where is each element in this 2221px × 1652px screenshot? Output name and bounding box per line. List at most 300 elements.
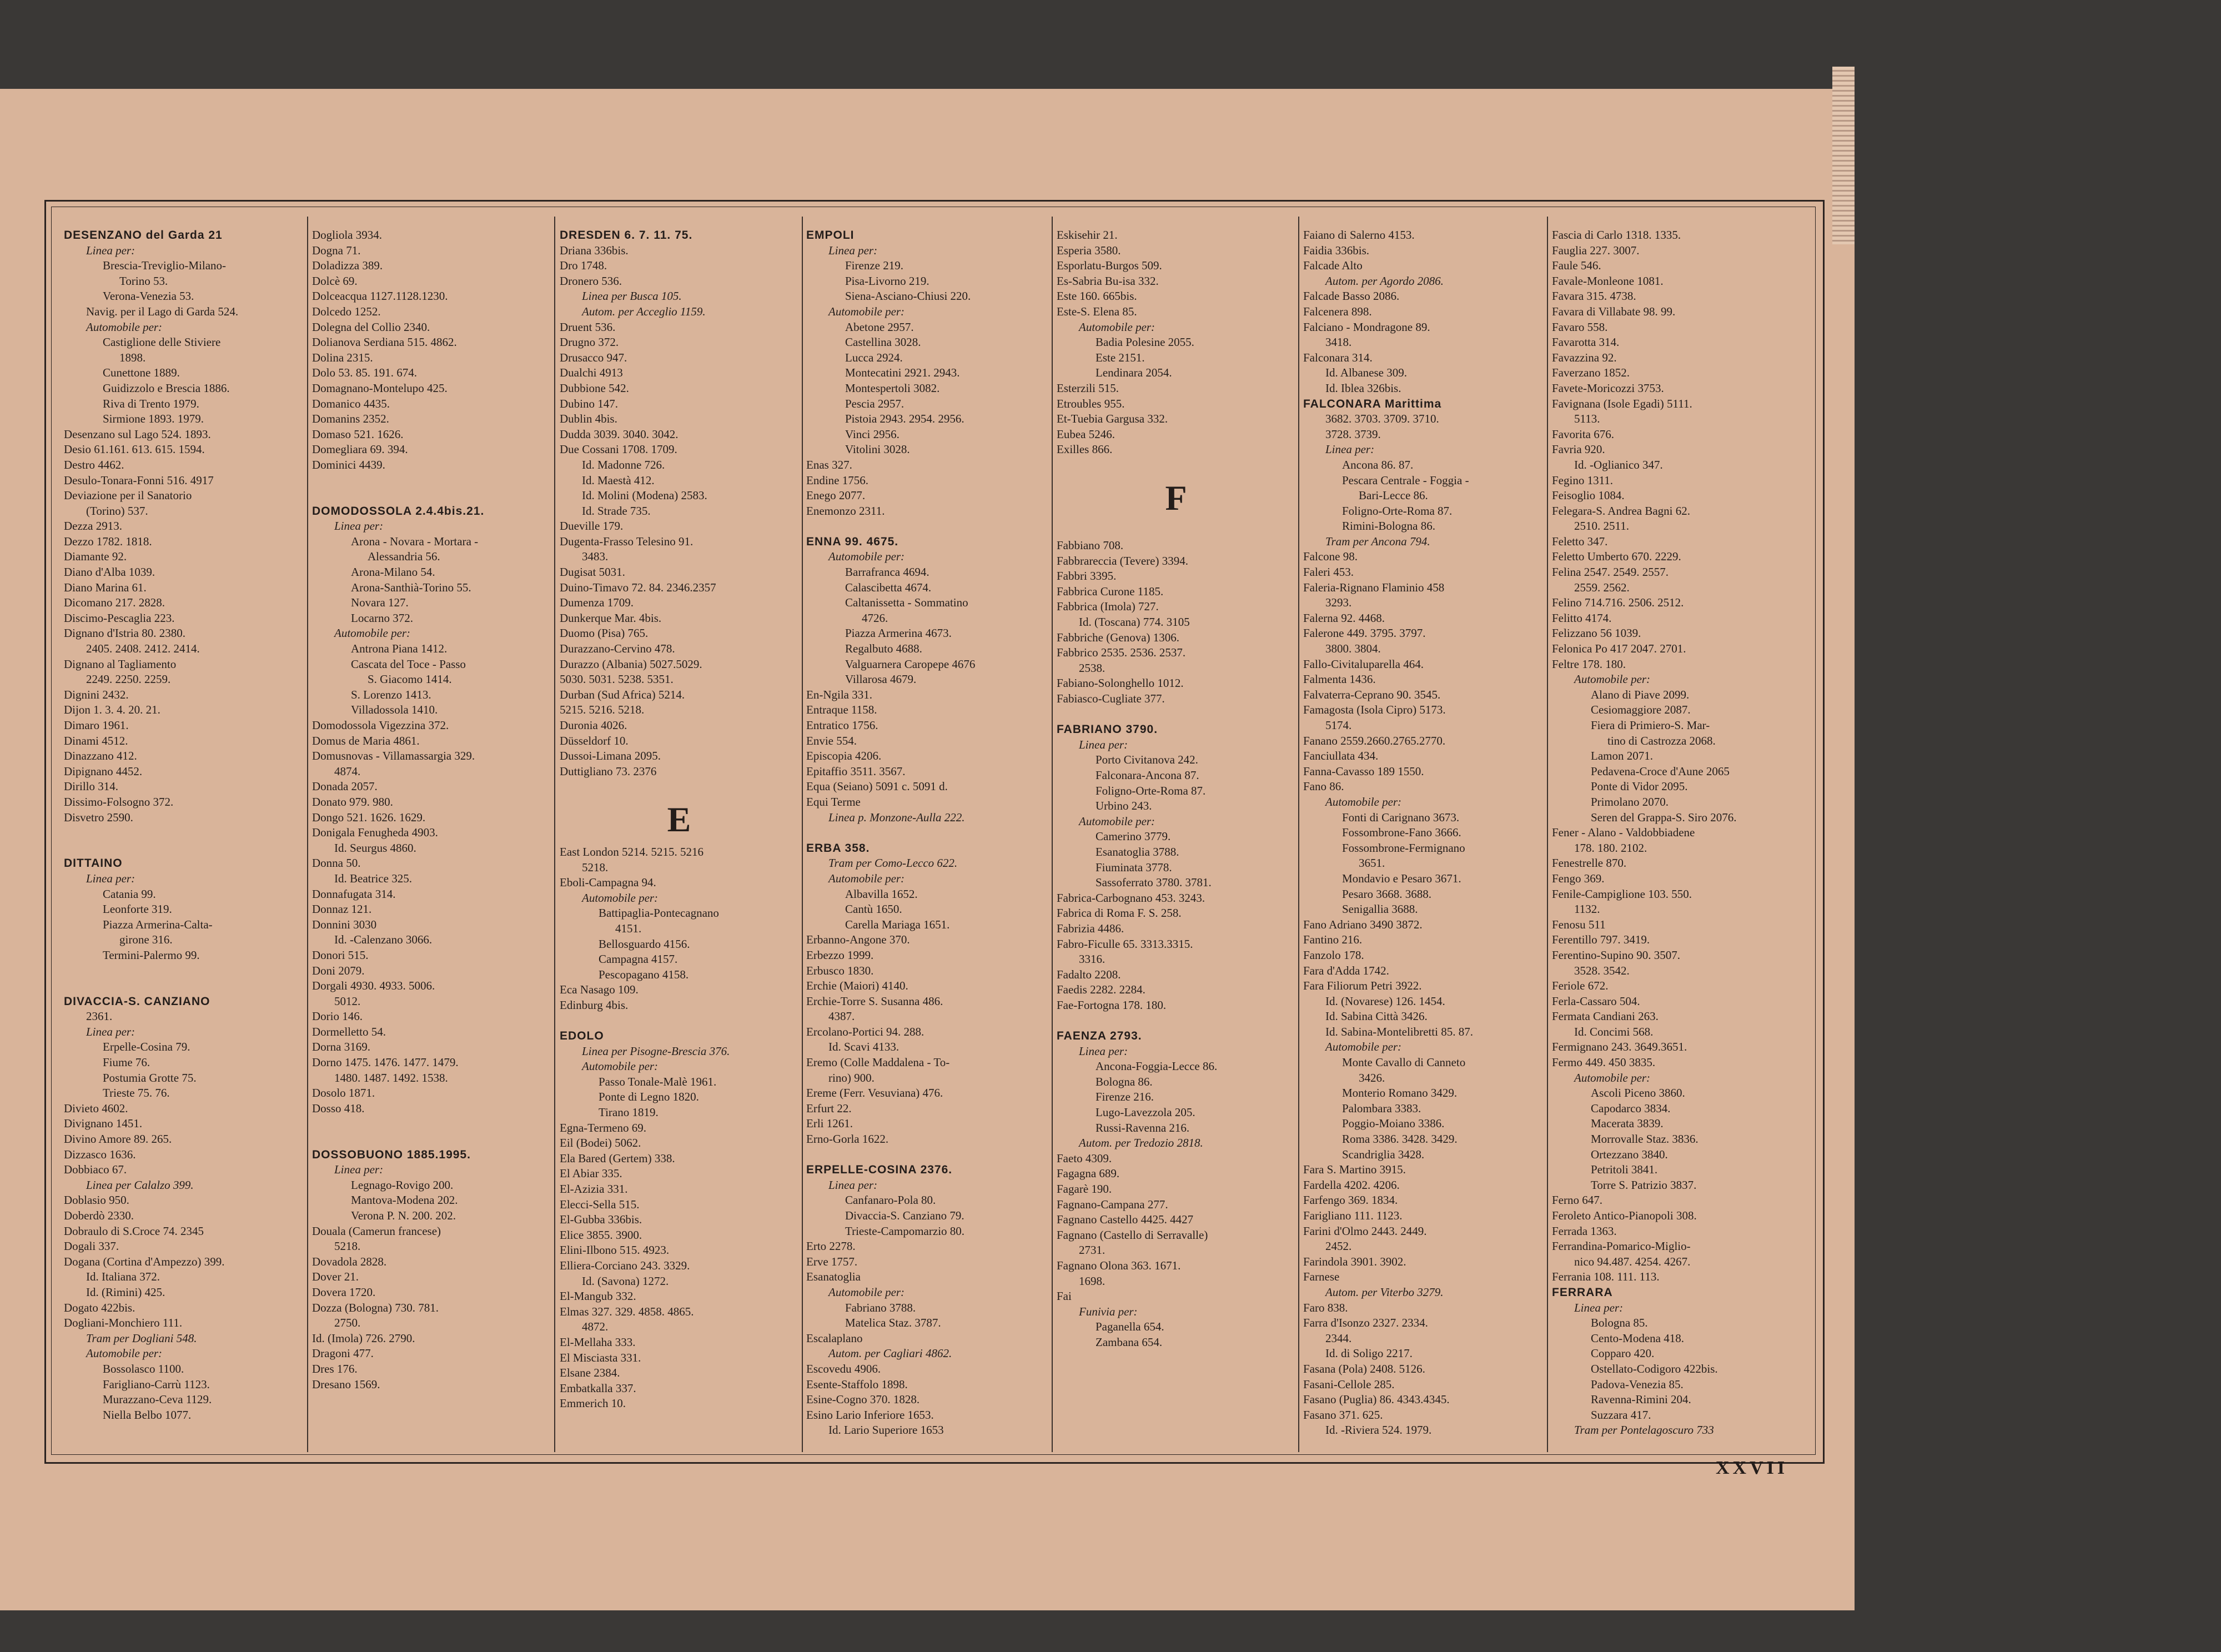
index-entry: Endine 1756. [806, 473, 868, 487]
index-entry: Druent 536. [560, 320, 616, 334]
index-entry [1057, 707, 1295, 722]
index-entry [1057, 523, 1295, 539]
index-entry: Faro 838. [1303, 1300, 1348, 1314]
index-entry: Dubino 147. [560, 396, 618, 410]
index-entry: Feisoglio 1084. [1552, 489, 1625, 503]
index-entry: Faverzano 1852. [1552, 366, 1630, 380]
index-entry: Feletto Umberto 670. 2229. [1552, 550, 1681, 564]
index-entry: girone 316. [119, 933, 173, 947]
index-entry [560, 779, 798, 795]
index-entry: Vitolini 3028. [845, 443, 910, 456]
index-entry: Alano di Piave 2099. [1591, 687, 1690, 701]
index-entry: Drusacco 947. [560, 350, 627, 364]
index-entry: Ascoli Piceno 3860. [1591, 1086, 1685, 1100]
index-entry: 1480. 1487. 1492. 1538. [334, 1071, 448, 1084]
index-entry: Cascata del Toce - Passo [351, 657, 466, 671]
index-entry: Id. (Savona) 1272. [582, 1274, 669, 1288]
index-entry: 4387. [828, 1010, 855, 1023]
index-heading: DESENZANO del Garda 21 [64, 229, 223, 242]
index-entry: Id. (Novarese) 126. 1454. [1325, 994, 1445, 1008]
index-entry: Duino-Timavo 72. 84. 2346.2357 [560, 580, 716, 594]
index-entry: Doblasio 950. [64, 1193, 129, 1207]
index-heading: FABRIANO 3790. [1057, 723, 1158, 736]
index-entry: Canfanaro-Pola 80. [845, 1193, 936, 1207]
index-entry: Fabrizia 4486. [1057, 921, 1124, 935]
index-entry: Fossombrone-Fermignano [1342, 841, 1465, 855]
index-entry: En-Ngila 331. [806, 687, 872, 701]
index-heading: FALCONARA Marittima [1303, 397, 1442, 410]
index-entry: Felizzano 56 1039. [1552, 626, 1641, 640]
index-entry: Mondavio e Pesaro 3671. [1342, 871, 1461, 885]
index-entry: Fabriano 3788. [845, 1300, 916, 1314]
index-entry: Pescopagano 4158. [599, 967, 689, 981]
index-entry: Fener - Alano - Valdobbiadene [1552, 826, 1695, 840]
index-entry: Erli 1261. [806, 1117, 853, 1131]
index-entry: Eboli-Campagna 94. [560, 876, 656, 890]
index-entry: Dolo 53. 85. 191. 674. [312, 366, 417, 380]
index-heading: EMPOLI [806, 229, 855, 242]
index-entry: Fenile-Campiglione 103. 550. [1552, 887, 1692, 901]
index-entry: 5218. [582, 860, 609, 874]
index-entry: Verona-Venezia 53. [103, 289, 194, 303]
index-entry: Dolceacqua 1127.1128.1230. [312, 289, 448, 303]
index-entry: Mantova-Modena 202. [351, 1193, 458, 1207]
index-entry: Dignano al Tagliamento [64, 657, 177, 671]
index-entry: Monte Cavallo di Canneto [1342, 1056, 1466, 1069]
index-entry: El Abiar 335. [560, 1167, 622, 1181]
index-entry: Doberdò 2330. [64, 1209, 134, 1222]
index-entry: 4726. [862, 611, 888, 625]
index-column-6 [1303, 228, 1542, 1438]
index-entry: Automobile per: [1574, 1071, 1651, 1084]
index-entry: Id. Albanese 309. [1325, 366, 1407, 380]
index-entry: Dolina 2315. [312, 350, 373, 364]
index-entry: Erbezzo 1999. [806, 948, 874, 962]
index-entry: Id. Italiana 372. [86, 1270, 160, 1284]
index-entry: Esporlatu-Burgos 509. [1057, 259, 1162, 273]
index-entry: Castellina 3028. [845, 335, 921, 349]
index-entry: 5113. [1574, 412, 1600, 426]
index-entry: Dugenta-Frasso Telesino 91. [560, 534, 694, 548]
index-entry: Fabbri 3395. [1057, 569, 1117, 583]
index-entry: Falerone 449. 3795. 3797. [1303, 626, 1426, 640]
index-entry: Et-Tuebia Gargusa 332. [1057, 412, 1168, 426]
index-entry: Fiuminata 3778. [1096, 860, 1172, 874]
index-entry: Id. -Riviera 524. 1979. [1325, 1423, 1432, 1437]
index-entry: El-Gubba 336bis. [560, 1213, 642, 1227]
index-entry: Eremo (Colle Maddalena - To- [806, 1056, 950, 1069]
index-entry: Dogna 71. [312, 243, 361, 257]
index-entry: Caltanissetta - Sommatino [845, 596, 968, 610]
index-entry [806, 519, 1045, 534]
index-entry: Favazzina 92. [1552, 350, 1617, 364]
index-entry: Id. Seurgus 4860. [334, 841, 416, 855]
index-entry: (Torino) 537. [86, 504, 148, 518]
index-entry: Cunettone 1889. [103, 366, 180, 380]
column-rule [1052, 217, 1053, 1452]
index-entry: Fasani-Cellole 285. [1303, 1377, 1395, 1391]
index-entry: Favale-Monleone 1081. [1552, 274, 1664, 288]
index-entry: Fegino 1311. [1552, 473, 1614, 487]
index-entry: Divino Amore 89. 265. [64, 1132, 172, 1146]
index-entry [806, 1147, 1045, 1163]
index-entry: Feltre 178. 180. [1552, 657, 1626, 671]
index-entry: Dirillo 314. [64, 780, 118, 794]
index-entry: Dubbione 542. [560, 381, 629, 395]
index-entry: Fabiasco-Cugliate 377. [1057, 692, 1165, 706]
index-entry: Entratico 1756. [806, 719, 878, 732]
index-entry: Donna 50. [312, 856, 361, 870]
index-entry: Dezzo 1782. 1818. [64, 534, 152, 548]
index-entry: Padova-Venezia 85. [1591, 1377, 1684, 1391]
index-entry: Enego 2077. [806, 489, 866, 503]
index-entry: Autom. per Agordo 2086. [1325, 274, 1444, 288]
index-entry: Petritoli 3841. [1591, 1163, 1658, 1177]
index-entry: Tirano 1819. [599, 1106, 659, 1119]
index-entry: Torre S. Patrizio 3837. [1591, 1178, 1697, 1192]
index-entry: Dicomano 217. 2828. [64, 596, 165, 610]
index-entry: Dublin 4bis. [560, 412, 617, 426]
index-entry: Urbino 243. [1096, 799, 1152, 813]
index-entry: Farigliano-Carrù 1123. [103, 1377, 210, 1391]
index-entry: Ferentillo 797. 3419. [1552, 933, 1650, 947]
index-entry: Id. Scavi 4133. [828, 1040, 900, 1054]
index-entry: Sirmione 1893. 1979. [103, 412, 204, 426]
index-entry: Navig. per il Lago di Garda 524. [86, 304, 239, 318]
index-entry: Id. di Soligo 2217. [1325, 1347, 1413, 1360]
index-entry: Dres 176. [312, 1362, 358, 1375]
index-entry: Diamante 92. [64, 550, 127, 564]
index-entry: Feroleto Antico-Pianopoli 308. [1552, 1209, 1697, 1222]
index-entry: Lamon 2071. [1591, 749, 1653, 763]
index-entry: Automobile per: [1079, 320, 1155, 334]
index-entry: Bologna 86. [1096, 1074, 1153, 1088]
index-entry: Valguarnera Caropepe 4676 [845, 657, 976, 671]
index-entry: Arona-Santhià-Torino 55. [351, 580, 471, 594]
index-entry: Donori 515. [312, 948, 369, 962]
index-entry: 2750. [334, 1316, 361, 1330]
index-heading: F [1165, 478, 1187, 518]
index-entry: Automobile per: [828, 550, 905, 564]
index-entry: Firenze 219. [845, 259, 903, 273]
index-entry: rino) 900. [828, 1071, 875, 1084]
index-entry: Envie 554. [806, 734, 857, 747]
index-entry [64, 978, 303, 994]
index-entry: Exilles 866. [1057, 443, 1113, 456]
index-entry: Dover 21. [312, 1270, 359, 1284]
index-entry: Egna-Termeno 69. [560, 1121, 646, 1134]
index-entry: Lendinara 2054. [1096, 366, 1172, 380]
index-entry: Siena-Asciano-Chiusi 220. [845, 289, 971, 303]
index-entry: Castiglione delle Stiviere [103, 335, 221, 349]
index-heading: EDOLO [560, 1030, 604, 1043]
index-entry: Lugo-Lavezzola 205. [1096, 1106, 1195, 1119]
index-entry: Ferentino-Supino 90. 3507. [1552, 948, 1680, 962]
index-entry: Albavilla 1652. [845, 887, 918, 901]
index-entry: Antrona Piana 1412. [351, 642, 448, 656]
index-entry: Badia Polesine 2055. [1096, 335, 1194, 349]
index-heading: FAENZA 2793. [1057, 1030, 1142, 1043]
index-entry: Dorio 146. [312, 1010, 363, 1023]
index-entry: Domusnovas - Villamassargia 329. [312, 749, 475, 763]
index-entry: Dinami 4512. [64, 734, 128, 747]
index-entry: Tram per Pontelagoscuro 733 [1574, 1423, 1714, 1437]
index-entry: Leonforte 319. [103, 902, 172, 916]
index-entry: Dignano d'Istria 80. 2380. [64, 626, 186, 640]
index-entry: Postumia Grotte 75. [103, 1071, 197, 1084]
index-entry: 2538. [1079, 661, 1106, 675]
index-entry: Durazzo (Albania) 5027.5029. [560, 657, 702, 671]
index-entry: 5174. [1325, 719, 1352, 732]
index-entry: Erto 2278. [806, 1239, 856, 1253]
index-entry: Regalbuto 4688. [845, 642, 922, 656]
index-entry: Id. Molini (Modena) 2583. [582, 489, 707, 503]
index-entry: Dobraulo di S.Croce 74. 2345 [64, 1224, 204, 1238]
index-entry: Bologna 85. [1591, 1316, 1648, 1330]
index-entry: Linea per: [86, 1025, 135, 1038]
index-entry: Dovera 1720. [312, 1285, 376, 1299]
page-number: XXVII [1716, 1458, 1788, 1478]
index-entry: Fabbrareccia (Tevere) 3394. [1057, 554, 1188, 568]
index-column-5 [1057, 228, 1295, 1350]
index-entry: Duronia 4026. [560, 719, 627, 732]
index-entry: Due Cossani 1708. 1709. [560, 443, 677, 456]
index-entry: Favete-Moricozzi 3753. [1552, 381, 1664, 395]
index-entry: Foligno-Orte-Roma 87. [1342, 504, 1453, 518]
index-entry: Dumenza 1709. [560, 596, 634, 610]
index-entry: Destro 4462. [64, 458, 124, 471]
index-entry: Senigallia 3688. [1342, 902, 1418, 916]
index-entry: Erchie-Torre S. Susanna 486. [806, 994, 943, 1008]
index-entry: Piazza Armerina-Calta- [103, 917, 213, 931]
index-entry: Deviazione per il Sanatorio [64, 489, 192, 503]
index-entry: Dussoi-Limana 2095. [560, 749, 661, 763]
index-entry: Edinburg 4bis. [560, 998, 629, 1012]
index-entry: Autom. per Viterbo 3279. [1325, 1285, 1444, 1299]
index-entry: Durazzano-Cervino 478. [560, 642, 675, 656]
index-entry: Drugno 372. [560, 335, 619, 349]
index-heading: DRESDEN 6. 7. 11. 75. [560, 229, 693, 242]
index-entry: Fantino 216. [1303, 933, 1363, 947]
index-entry: Id. Iblea 326bis. [1325, 381, 1401, 395]
index-entry: Favara 315. 4738. [1552, 289, 1636, 303]
index-entry: Esanatoglia 3788. [1096, 845, 1179, 858]
index-entry: Seren del Grappa-S. Siro 2076. [1591, 810, 1737, 824]
index-entry: Enemonzo 2311. [806, 504, 885, 518]
index-entry: Id. Concimi 568. [1574, 1025, 1654, 1038]
index-entry [312, 1132, 551, 1147]
index-entry: Fossombrone-Fano 3666. [1342, 826, 1461, 840]
index-entry: Automobile per: [1574, 672, 1651, 686]
index-entry: Rimini-Bologna 86. [1342, 519, 1435, 533]
index-entry: Discimo-Pescaglia 223. [64, 611, 175, 625]
index-entry: Esino Lario Inferiore 1653. [806, 1408, 934, 1422]
index-entry [64, 825, 303, 841]
index-entry: Guidizzolo e Brescia 1886. [103, 381, 230, 395]
index-entry: Fagagna 689. [1057, 1167, 1120, 1181]
index-entry: 2405. 2408. 2412. 2414. [86, 642, 200, 656]
index-entry: Arona-Milano 54. [351, 565, 435, 579]
index-entry: Farini d'Olmo 2443. 2449. [1303, 1224, 1427, 1238]
index-entry: Vinci 2956. [845, 427, 900, 441]
index-entry: 5218. [334, 1239, 361, 1253]
index-entry: Automobile per: [334, 626, 411, 640]
index-entry: Suzzara 417. [1591, 1408, 1651, 1422]
index-entry: Campagna 4157. [599, 952, 678, 966]
index-heading: DIVACCIA-S. CANZIANO [64, 995, 210, 1008]
index-entry: Elsane 2384. [560, 1366, 620, 1380]
index-entry: Dunkerque Mar. 4bis. [560, 611, 662, 625]
index-entry: Primolano 2070. [1591, 795, 1669, 809]
index-entry: Abetone 2957. [845, 320, 914, 334]
index-heading: DOMODOSSOLA 2.4.4bis.21. [312, 504, 485, 518]
index-entry: Linea per: [828, 243, 878, 257]
index-entry: Linea per: [86, 871, 135, 885]
index-entry: Felino 714.716. 2506. 2512. [1552, 596, 1684, 610]
index-entry: Roma 3386. 3428. 3429. [1342, 1132, 1458, 1146]
index-entry: Autom. per Cagliari 4862. [828, 1347, 952, 1360]
index-entry: Linea per: [334, 519, 384, 533]
index-entry: Ferla-Cassaro 504. [1552, 994, 1640, 1008]
index-entry: Fara Filiorum Petri 3922. [1303, 979, 1422, 993]
index-entry: Este 2151. [1096, 350, 1145, 364]
index-entry: Fae-Fortogna 178. 180. [1057, 998, 1167, 1012]
index-entry: S. Lorenzo 1413. [351, 687, 431, 701]
index-entry: Fagnano-Campana 277. [1057, 1197, 1168, 1211]
index-entry: Faedis 2282. 2284. [1057, 983, 1145, 997]
index-entry: Faiano di Salerno 4153. [1303, 228, 1415, 242]
index-entry: Dimaro 1961. [64, 719, 129, 732]
index-entry: 2361. [86, 1010, 113, 1023]
index-entry: Diano Marina 61. [64, 580, 147, 594]
index-entry: Equa (Seiano) 5091 c. 5091 d. [806, 780, 948, 794]
index-entry: Donnini 3030 [312, 917, 377, 931]
index-entry: Dogato 422bis. [64, 1300, 135, 1314]
index-entry: Falcade Alto [1303, 259, 1363, 273]
index-entry: Id. -Oglianico 347. [1574, 458, 1663, 471]
index-column-4 [806, 228, 1045, 1438]
index-entry: Dolcedo 1252. [312, 304, 381, 318]
index-entry: Id. Lario Superiore 1653 [828, 1423, 944, 1437]
index-entry: 3528. 3542. [1574, 963, 1630, 977]
index-entry: Dezza 2913. [64, 519, 122, 533]
index-entry: Domus de Maria 4861. [312, 734, 420, 747]
index-entry: Dinazzano 412. [64, 749, 137, 763]
index-entry: Passo Tonale-Malè 1961. [599, 1074, 717, 1088]
index-entry: East London 5214. 5215. 5216 [560, 845, 704, 858]
index-entry: Scandriglia 3428. [1342, 1147, 1425, 1161]
index-entry: Es-Sabria Bu-isa 332. [1057, 274, 1159, 288]
index-entry: Falcenera 898. [1303, 304, 1372, 318]
index-entry: Faidia 336bis. [1303, 243, 1369, 257]
index-entry: Linea per: [1574, 1300, 1624, 1314]
index-entry: Ferrada 1363. [1552, 1224, 1617, 1238]
index-entry: Ortezzano 3840. [1591, 1147, 1668, 1161]
index-entry: Porto Civitanova 242. [1096, 753, 1198, 767]
index-entry: tino di Castrozza 2068. [1607, 734, 1716, 747]
index-entry: Termini-Palermo 99. [103, 948, 200, 962]
index-entry: Verona P. N. 200. 202. [351, 1209, 456, 1222]
index-entry: Fano 86. [1303, 780, 1344, 794]
index-entry: Fengo 369. [1552, 871, 1605, 885]
index-entry: Fenosu 511 [1552, 917, 1606, 931]
index-entry: Dualchi 4913 [560, 366, 623, 380]
index-entry: Este 160. 665bis. [1057, 289, 1137, 303]
index-entry: 5215. 5216. 5218. [560, 703, 645, 717]
index-entry: Id. -Calenzano 3066. [334, 933, 433, 947]
index-entry: Fara d'Adda 1742. [1303, 963, 1389, 977]
index-entry: Domaso 521. 1626. [312, 427, 404, 441]
index-entry: Ostellato-Codigoro 422bis. [1591, 1362, 1718, 1375]
index-entry: Linea per: [1079, 1044, 1128, 1058]
index-entry: Cesiomaggiore 2087. [1591, 703, 1691, 717]
index-entry: Dugisat 5031. [560, 565, 625, 579]
index-entry: Ponte di Vidor 2095. [1591, 780, 1688, 794]
index-entry: Enas 327. [806, 458, 852, 471]
index-entry: Fonti di Carignano 3673. [1342, 810, 1460, 824]
index-entry: Fardella 4202. 4206. [1303, 1178, 1400, 1192]
index-entry: 3426. [1359, 1071, 1385, 1084]
index-entry: Capodarco 3834. [1591, 1101, 1671, 1115]
index-entry: Epitaffio 3511. 3567. [806, 764, 906, 778]
index-entry: Dovadola 2828. [312, 1254, 387, 1268]
index-entry: Dorno 1475. 1476. 1477. 1479. [312, 1056, 459, 1069]
index-entry: Catania 99. [103, 887, 156, 901]
index-entry: Erfurt 22. [806, 1101, 852, 1115]
index-entry: Legnago-Rovigo 200. [351, 1178, 454, 1192]
index-entry: Desio 61.161. 613. 615. 1594. [64, 443, 205, 456]
index-entry: Dissimo-Folsogno 372. [64, 795, 174, 809]
index-entry: Esterzili 515. [1057, 381, 1119, 395]
index-entry: Dro 1748. [560, 259, 607, 273]
index-entry: Linea per Pisogne-Brescia 376. [582, 1044, 730, 1058]
index-entry: Fiera di Primiero-S. Mar- [1591, 719, 1710, 732]
index-entry: Dudda 3039. 3040. 3042. [560, 427, 679, 441]
index-entry: Calascibetta 4674. [845, 580, 932, 594]
index-entry: Fabro-Ficulle 65. 3313.3315. [1057, 937, 1193, 951]
index-entry: Montespertoli 3082. [845, 381, 940, 395]
index-entry: Dipignano 4452. [64, 764, 143, 778]
index-entry [64, 841, 303, 856]
index-entry: Fabiano-Solonghello 1012. [1057, 676, 1184, 690]
index-entry: Falerna 92. 4468. [1303, 611, 1385, 625]
index-entry: Fadalto 2208. [1057, 967, 1121, 981]
index-entry: Domanins 2352. [312, 412, 389, 426]
index-entry: Ferrania 108. 111. 113. [1552, 1270, 1660, 1284]
index-entry: Faeto 4309. [1057, 1151, 1112, 1165]
index-entry: Dormelletto 54. [312, 1025, 386, 1038]
index-entry: Divignano 1451. [64, 1117, 143, 1131]
index-heading: ERBA 358. [806, 841, 870, 855]
index-entry: nico 94.487. 4254. 4267. [1574, 1254, 1691, 1268]
index-entry: Dobbiaco 67. [64, 1163, 127, 1177]
index-entry: Dijon 1. 3. 4. 20. 21. [64, 703, 160, 717]
index-entry: Dolianova Serdiana 515. 4862. [312, 335, 457, 349]
index-entry: Monterio Romano 3429. [1342, 1086, 1458, 1100]
index-entry: Erchie (Maiori) 4140. [806, 979, 908, 993]
index-column-1 [64, 228, 303, 1423]
index-entry: Dolegna del Collio 2340. [312, 320, 430, 334]
index-entry: Automobile per: [86, 1347, 163, 1360]
index-entry: Montecatini 2921. 2943. [845, 366, 960, 380]
index-entry: Falcone 98. [1303, 550, 1358, 564]
column-rule [802, 217, 803, 1452]
index-entry: Divieto 4602. [64, 1101, 128, 1115]
index-entry: 3800. 3804. [1325, 642, 1381, 656]
index-entry: El-Azizia 331. [560, 1182, 628, 1196]
column-rule [1298, 217, 1299, 1452]
index-entry: Id. Sabina Città 3426. [1325, 1010, 1428, 1023]
